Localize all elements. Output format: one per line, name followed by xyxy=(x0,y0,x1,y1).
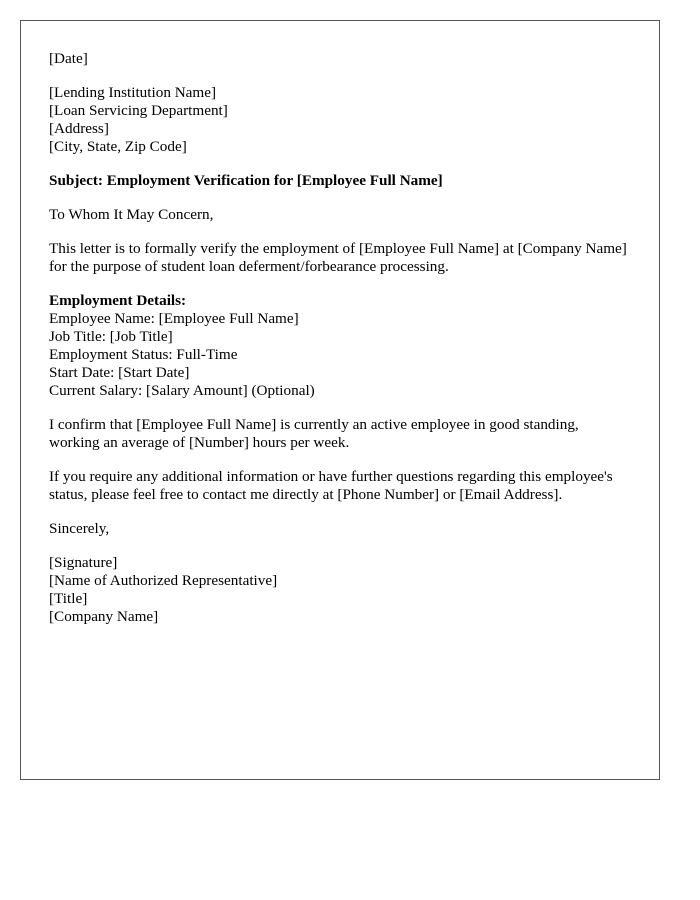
letter-subject: Subject: Employment Verification for [Employee Full Name] xyxy=(49,172,443,189)
detail-job-title: Job Title: [Job Title] xyxy=(49,328,173,345)
recipient-address-block xyxy=(49,84,631,156)
employment-details-heading: Employment Details: xyxy=(49,292,187,309)
letter-page xyxy=(20,20,660,780)
confirmation-paragraph: I confirm that [Employee Full Name] is currently an active employee in good standing, working an average of [Number] hours per week. xyxy=(49,416,579,451)
recipient-department: [Loan Servicing Department] xyxy=(49,102,228,119)
representative-title: [Title] xyxy=(49,590,88,607)
recipient-institution: [Lending Institution Name] xyxy=(49,84,217,101)
detail-start-date: Start Date: [Start Date] xyxy=(49,364,190,381)
detail-employee-name: Employee Name: [Employee Full Name] xyxy=(49,310,299,327)
signature-block xyxy=(49,554,631,626)
letter-intro-paragraph: This letter is to formally verify the employment of [Employee Full Name] at [Company Name] for the purpose of student loan deferment/forbearance processing. xyxy=(49,240,627,275)
letter-salutation: To Whom It May Concern, xyxy=(49,206,214,223)
detail-employment-status: Employment Status: Full-Time xyxy=(49,346,238,363)
employment-details-block xyxy=(49,292,631,400)
representative-name: [Name of Authorized Representative] xyxy=(49,572,278,589)
company-name: [Company Name] xyxy=(49,608,159,625)
recipient-city-state-zip: [City, State, Zip Code] xyxy=(49,138,187,155)
detail-current-salary: Current Salary: [Salary Amount] (Optional) xyxy=(49,382,315,399)
letter-date: [Date] xyxy=(49,50,88,67)
letter-closing: Sincerely, xyxy=(49,520,110,537)
recipient-address: [Address] xyxy=(49,120,109,137)
signature-placeholder: [Signature] xyxy=(49,554,118,571)
contact-paragraph: If you require any additional information or have further questions regarding this employee's status, please feel free to contact me directly at [Phone Number] or [Email Address]. xyxy=(49,468,613,503)
